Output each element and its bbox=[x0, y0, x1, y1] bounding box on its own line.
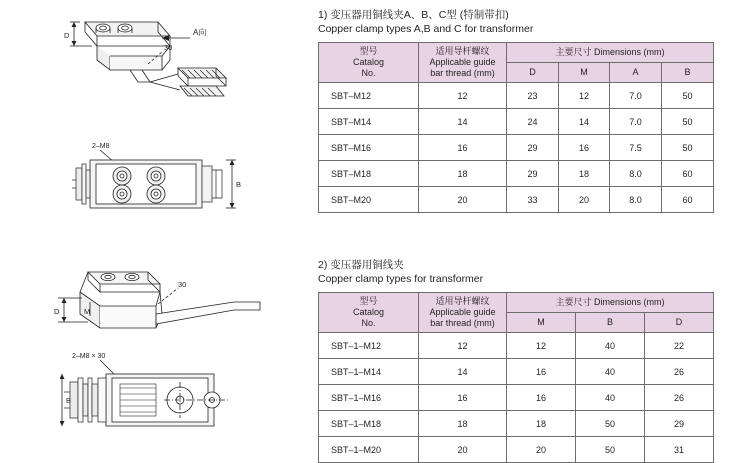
table-row bbox=[319, 135, 714, 161]
cell-d: 31 bbox=[645, 437, 714, 463]
table-1-header-row-1 bbox=[319, 43, 714, 63]
cell-d: 22 bbox=[645, 333, 714, 359]
cell-thread: 12 bbox=[419, 83, 507, 109]
table-row bbox=[319, 83, 714, 109]
table-1-col-dimensions: 主要尺寸 Dimensions (mm) bbox=[507, 43, 714, 63]
cell-d: 23 bbox=[507, 83, 559, 109]
cell-catalog: SBT–M20 bbox=[319, 187, 419, 213]
cell-d: 29 bbox=[507, 135, 559, 161]
cell-m: 16 bbox=[507, 385, 576, 411]
table-2-subcol-m: M bbox=[507, 313, 576, 333]
cell-b: 40 bbox=[576, 385, 645, 411]
cell-m: 16 bbox=[559, 135, 610, 161]
table-2-col-catalog: 型号 Catalog No. bbox=[319, 293, 419, 333]
figure-clamp-type-a-isometric bbox=[30, 8, 260, 118]
table-2-header-row-1 bbox=[319, 293, 714, 313]
fig1-label-d: D bbox=[64, 31, 70, 40]
cell-a: 7.0 bbox=[610, 109, 662, 135]
fig2-label-b: B bbox=[236, 180, 242, 189]
fig4-label-bolt: 2–M8 × 30 bbox=[72, 353, 106, 360]
cell-catalog: SBT–M18 bbox=[319, 161, 419, 187]
cell-d: 29 bbox=[507, 161, 559, 187]
figure-clamp-type-a-plan bbox=[70, 140, 250, 230]
figure-clamp-type-2-isometric bbox=[28, 258, 268, 348]
table-2-col-dimensions: 主要尺寸 Dimensions (mm) bbox=[507, 293, 714, 313]
cell-thread: 20 bbox=[419, 187, 507, 213]
table-1-subcol-d: D bbox=[507, 63, 559, 83]
cell-catalog: SBT–1–M20 bbox=[319, 437, 419, 463]
cell-m: 18 bbox=[507, 411, 576, 437]
cell-b: 60 bbox=[662, 161, 714, 187]
table-row bbox=[319, 333, 714, 359]
section-2-title-en: Copper clamp types for transformer bbox=[318, 273, 484, 285]
cell-m: 16 bbox=[507, 359, 576, 385]
table-2-col-thread: 适用导杆螺纹 Applicable guide bar thread (mm) bbox=[419, 293, 507, 333]
fig3-label-d: D bbox=[54, 307, 60, 316]
cell-b: 50 bbox=[662, 83, 714, 109]
cell-d: 29 bbox=[645, 411, 714, 437]
cell-a: 7.5 bbox=[610, 135, 662, 161]
fig3-label-angle: 30 bbox=[178, 280, 187, 289]
cell-b: 40 bbox=[576, 359, 645, 385]
cell-m: 20 bbox=[559, 187, 610, 213]
table-row bbox=[319, 109, 714, 135]
cell-thread: 14 bbox=[419, 109, 507, 135]
cell-thread: 12 bbox=[419, 333, 507, 359]
cell-d: 26 bbox=[645, 385, 714, 411]
cell-thread: 20 bbox=[419, 437, 507, 463]
cell-b: 60 bbox=[662, 187, 714, 213]
section-2 bbox=[318, 258, 720, 463]
cell-a: 8.0 bbox=[610, 187, 662, 213]
cell-thread: 18 bbox=[419, 161, 507, 187]
cell-d: 33 bbox=[507, 187, 559, 213]
cell-m: 12 bbox=[507, 333, 576, 359]
cell-catalog: SBT–1–M18 bbox=[319, 411, 419, 437]
spec-table-2 bbox=[318, 292, 714, 463]
cell-b: 50 bbox=[662, 135, 714, 161]
cell-catalog: SBT–M16 bbox=[319, 135, 419, 161]
cell-m: 18 bbox=[559, 161, 610, 187]
cell-thread: 18 bbox=[419, 411, 507, 437]
table-1-subcol-a: A bbox=[610, 63, 662, 83]
cell-m: 20 bbox=[507, 437, 576, 463]
cell-a: 8.0 bbox=[610, 161, 662, 187]
cell-catalog: SBT–1–M14 bbox=[319, 359, 419, 385]
section-2-title-cn: 2) 变压器用铜线夹 bbox=[318, 259, 404, 271]
fig1-label-a-view: A向 bbox=[193, 28, 207, 37]
table-1-col-thread: 适用导杆螺纹 Applicable guide bar thread (mm) bbox=[419, 43, 507, 83]
table-1-col-catalog: 型号 Catalog No. bbox=[319, 43, 419, 83]
spec-table-1 bbox=[318, 42, 714, 213]
cell-m: 12 bbox=[559, 83, 610, 109]
section-1 bbox=[318, 8, 720, 213]
table-row bbox=[319, 161, 714, 187]
tables-column bbox=[318, 0, 730, 455]
cell-m: 14 bbox=[559, 109, 610, 135]
cell-b: 50 bbox=[576, 411, 645, 437]
cell-catalog: SBT–1–M12 bbox=[319, 333, 419, 359]
table-row bbox=[319, 437, 714, 463]
cell-b: 50 bbox=[662, 109, 714, 135]
table-row bbox=[319, 359, 714, 385]
cell-d: 26 bbox=[645, 359, 714, 385]
table-2-subcol-d: D bbox=[645, 313, 714, 333]
fig1-label-angle: 30 bbox=[164, 43, 173, 52]
cell-d: 24 bbox=[507, 109, 559, 135]
figure-clamp-type-2-plan bbox=[60, 348, 260, 444]
section-1-title-en: Copper clamp types A,B and C for transformer bbox=[318, 23, 534, 35]
table-1-subcol-b: B bbox=[662, 63, 714, 83]
table-row bbox=[319, 187, 714, 213]
fig4-label-b: B bbox=[66, 396, 72, 405]
cell-thread: 14 bbox=[419, 359, 507, 385]
section-1-title-cn: 1) 变压器用铜线夹A、B、C型 (特制带扣) bbox=[318, 9, 509, 21]
cell-catalog: SBT–M12 bbox=[319, 83, 419, 109]
table-row bbox=[319, 411, 714, 437]
cell-thread: 16 bbox=[419, 385, 507, 411]
cell-catalog: SBT–M14 bbox=[319, 109, 419, 135]
fig2-label-bolt: 2–M8 bbox=[92, 143, 110, 150]
cell-b: 50 bbox=[576, 437, 645, 463]
cell-catalog: SBT–1–M16 bbox=[319, 385, 419, 411]
table-2-subcol-b: B bbox=[576, 313, 645, 333]
fig3-label-m: M bbox=[84, 307, 91, 316]
cell-a: 7.0 bbox=[610, 83, 662, 109]
table-1-subcol-m: M bbox=[559, 63, 610, 83]
cell-b: 40 bbox=[576, 333, 645, 359]
cell-thread: 16 bbox=[419, 135, 507, 161]
drawings-column bbox=[0, 0, 318, 448]
table-row bbox=[319, 385, 714, 411]
